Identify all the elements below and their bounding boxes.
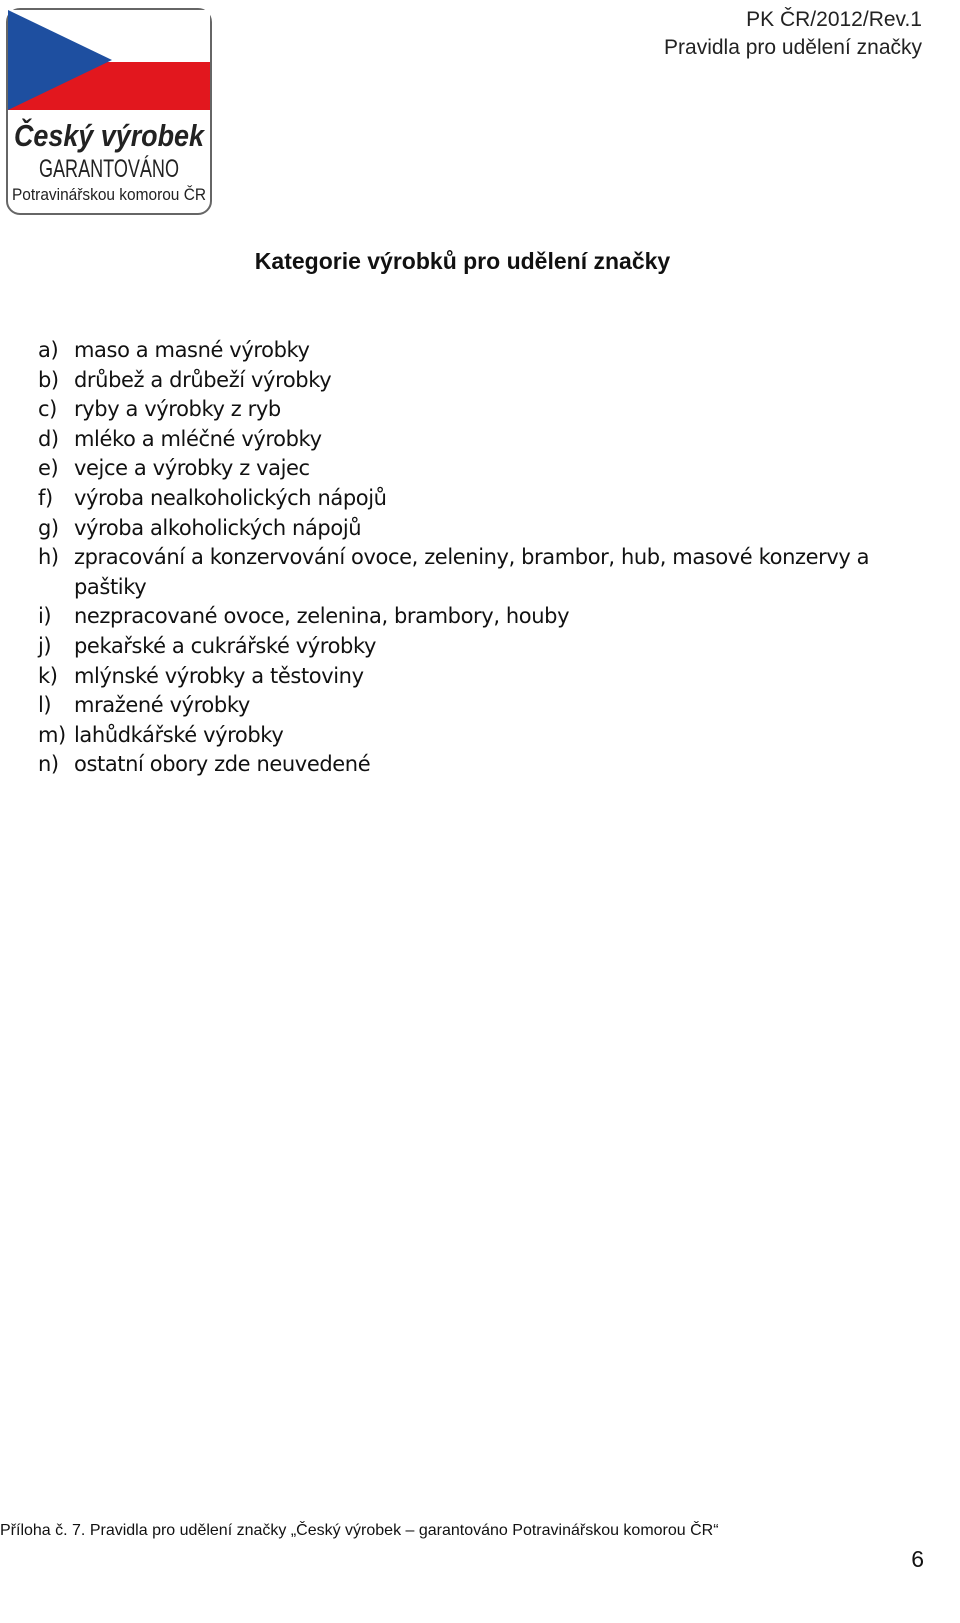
list-item-text: mražené výrobky [74, 693, 250, 718]
list-item-letter: f) [38, 485, 53, 510]
document-header-title: Pravidla pro udělení značky [664, 36, 922, 59]
list-item-letter: j) [38, 633, 52, 658]
list-item [38, 632, 928, 662]
list-item [38, 750, 928, 780]
list-item-letter: k) [38, 663, 58, 688]
list-item-text: zpracování a konzervování ovoce, zeleniny, brambor, hub, masové konzervy a paštiky [74, 545, 870, 599]
list-item [38, 395, 928, 425]
list-item-letter: h) [38, 545, 59, 570]
list-item [38, 691, 928, 721]
logo-guaranteed-text: GARANTOVÁNO [39, 155, 234, 183]
list-item-letter: b) [38, 367, 59, 392]
list-item-text: vejce a výrobky z vajec [74, 456, 310, 481]
list-item-text: nezpracované ovoce, zelenina, brambory, houby [74, 604, 570, 629]
document-header [664, 6, 922, 62]
list-item-text: mléko a mléčné výrobky [74, 426, 322, 451]
logo-chamber-text: Potravinářskou komorou ČR [12, 185, 206, 204]
category-list [38, 336, 928, 780]
list-item [38, 484, 928, 514]
list-item-text: výroba alkoholických nápojů [74, 515, 362, 540]
list-item [38, 602, 928, 632]
list-item-text: pekařské a cukrářské výrobky [74, 633, 376, 658]
list-item-letter: n) [38, 752, 59, 777]
list-item-letter: g) [38, 515, 59, 540]
list-item-text: mlýnské výrobky a těstoviny [74, 663, 364, 688]
list-item-letter: i) [38, 604, 52, 629]
list-item [38, 721, 928, 751]
list-item-text: ostatní obory zde neuvedené [74, 752, 371, 777]
list-item [38, 366, 928, 396]
list-item-letter: l) [38, 693, 52, 718]
list-item [38, 662, 928, 692]
page-title: Kategorie výrobků pro udělení značky [254, 248, 671, 274]
czech-flag-logo-graphic [8, 10, 234, 213]
list-item [38, 425, 928, 455]
list-item-text: maso a masné výrobky [74, 338, 310, 362]
list-item-letter: m) [38, 722, 66, 747]
list-item [38, 336, 928, 366]
list-item-letter: c) [38, 397, 57, 422]
cesky-vyrobek-logo [6, 8, 234, 215]
list-item [38, 514, 928, 544]
document-id: PK ČR/2012/Rev.1 [746, 8, 922, 31]
list-item [38, 454, 928, 484]
list-item-text: lahůdkářské výrobky [74, 722, 284, 747]
list-item-text: drůbež a drůbeží výrobky [74, 367, 332, 392]
page-footer: Příloha č. 7. Pravidla pro udělení značky „Český výrobek – garantováno Potravinářskou komorou ČR“ [0, 1522, 719, 1539]
list-item-text: výroba nealkoholických nápojů [74, 485, 387, 510]
list-item-letter: d) [38, 426, 59, 451]
logo-title-text: Český výrobek [14, 118, 233, 153]
list-item-letter: a) [38, 338, 59, 362]
list-item-letter: e) [38, 456, 59, 481]
list-item-text: ryby a výrobky z ryb [74, 397, 281, 422]
page-number: 6 [911, 1546, 924, 1572]
list-item [38, 543, 928, 602]
